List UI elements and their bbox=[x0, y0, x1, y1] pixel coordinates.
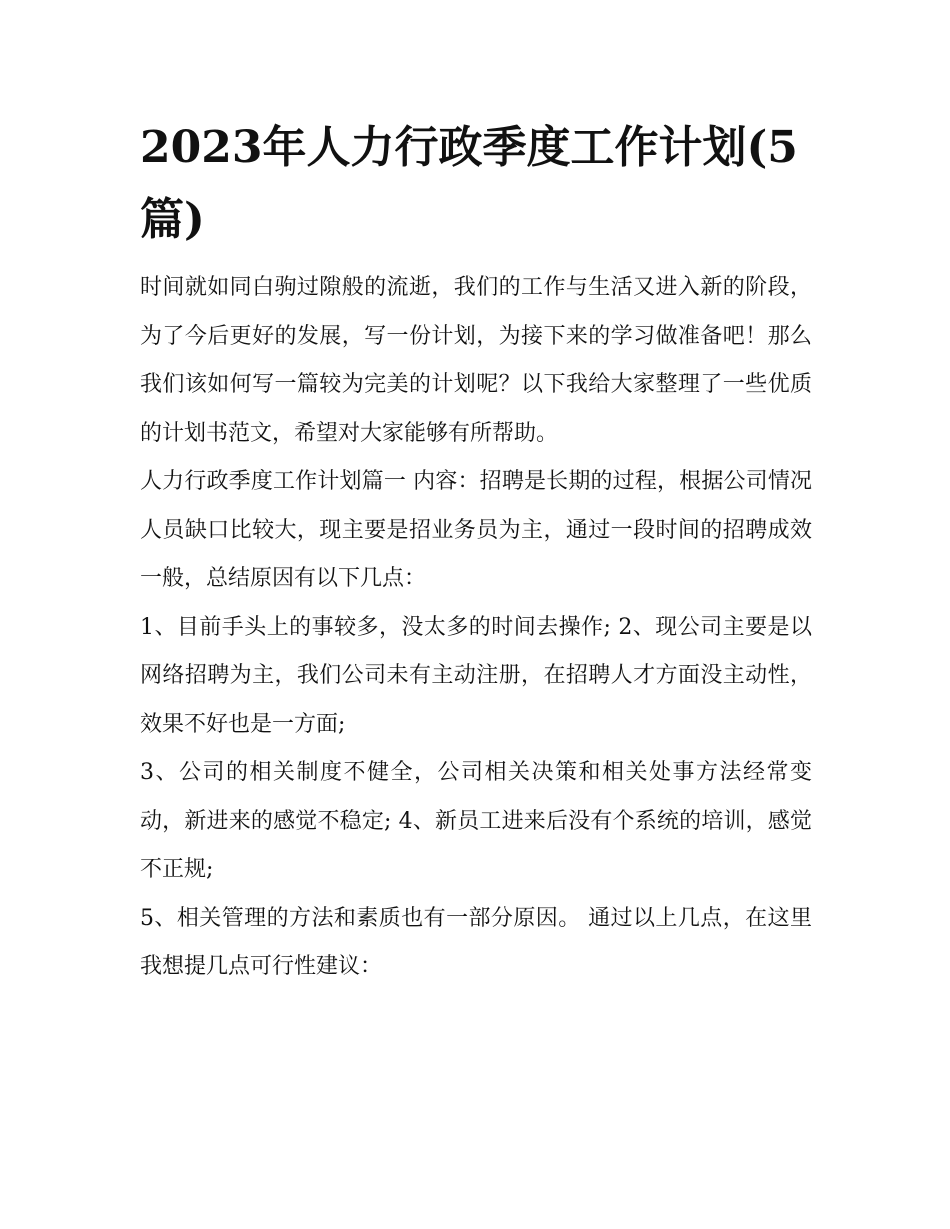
document-title: 2023年人力行政季度工作计划(5篇) bbox=[140, 122, 798, 245]
reason-paragraph-1-2: 1、目前手头上的事较多，没太多的时间去操作; 2、现公司主要是以网络招聘为主，我们公司未有主动注册，在招聘人才方面没主动性，效果不好也是一方面; bbox=[140, 614, 812, 737]
document-page bbox=[140, 112, 812, 992]
section-one-paragraph: 人力行政季度工作计划篇一 内容：招聘是长期的过程，根据公司情况人员缺口比较大，现主要是招业务员为主，通过一段时间的招聘成效一般，总结原因有以下几点： bbox=[140, 469, 812, 591]
reason-paragraph-3-4: 3、公司的相关制度不健全，公司相关决策和相关处事方法经常变动，新进来的感觉不稳定; 4、新员工进来后没有个系统的培训，感觉不正规; bbox=[140, 760, 812, 882]
reason-paragraph-5: 5、相关管理的方法和素质也有一部分原因。 通过以上几点，在这里我想提几点可行性建议： bbox=[140, 905, 812, 979]
intro-paragraph: 时间就如同白驹过隙般的流逝，我们的工作与生活又进入新的阶段，为了今后更好的发展，写一份计划，为接下来的学习做准备吧！那么我们该如何写一篇较为完美的计划呢？以下我给大家整理了一些优质的计划书范文，希望对大家能够有所帮助。 bbox=[140, 275, 812, 446]
